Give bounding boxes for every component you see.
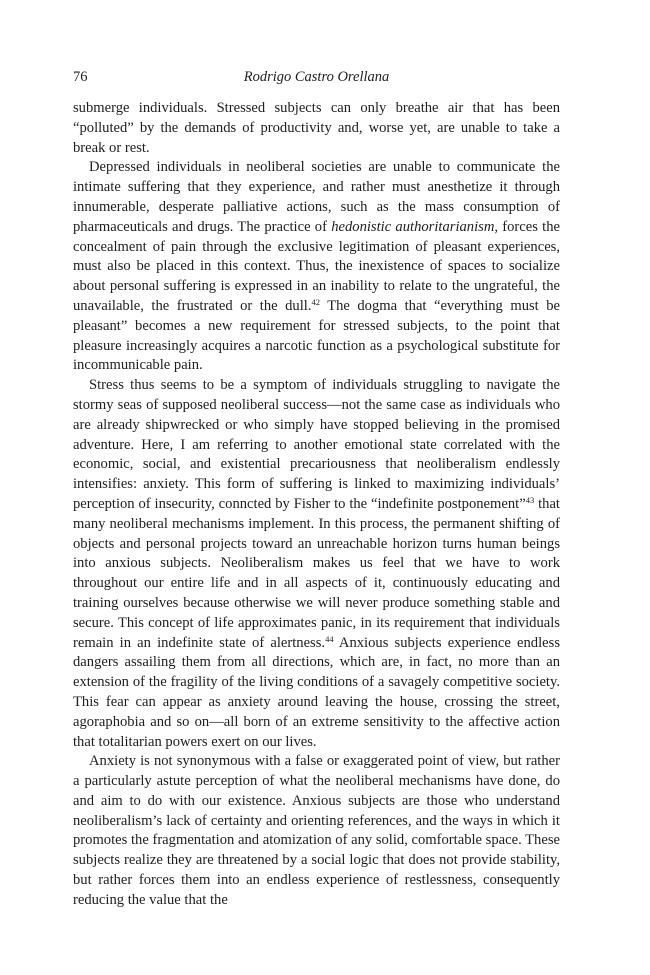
page-number: 76 [73,69,88,85]
footnote-ref-43: 43 [525,494,535,505]
footnote-ref-42: 42 [311,296,320,307]
paragraph-depressed-individuals [73,158,560,376]
page-header [73,66,560,88]
running-head: Rodrigo Castro Orellana [243,69,390,85]
text-run: , forces the concealment of pain through the exclusive legitimation of pleasant experiences, must also be placed in this context. Thus, the inexistence of spaces to socialize about personal suffering is expressed in an inability to relate to the ungrateful, the unavailable, the frustrated or the dull. [73,218,560,314]
text-run: Anxious subjects experience endless dangers assailing them from all directions, which are, in fact, no more than an extension of the fragility of the living conditions of a savagely competitive society. This fear can appear as anxiety around leaving the house, crossing the street, agoraphobia and so on—all born of an extreme sensitivity to the affective action that totalitarian powers exert on our lives. [73,634,560,750]
paragraph-anxiety-perception: Anxiety is not synonymous with a false or exaggerated point of view, but rather a particularly astute perception of what the neoliberal mechanisms have done, do and aim to do with our existence. Anxious subjects are those who understand neoliberalism’s lack of certainty and orienting references, and the ways in which it promotes the fragmentation and atomization of any solid, comfortable space. These subjects realize they are threatened by a social logic that does not provide stability, but rather forces them into an endless experience of restlessness, consequently reducing the value that the [73,753,560,908]
text-run: that many neoliberal mechanisms implement. In this process, the permanent shifting of objects and personal projects toward an unreachable horizon turns human beings into anxious subjects. Neoliberalism makes us feel that we have to work throughout our entire life and in all aspects of it, continuously educating and training ourselves because otherwise we will never produce something stable and secure. This concept of life approximates panic, in its requirement that individuals remain in an indefinite state of alertness. [73,495,560,651]
text-run: Depressed individuals in neoliberal societies are unable to communicate the intimate suffering that they experience, and rather must anesthetize it through innumerable, desperate palliative actions, such as the mass consumption of pharmaceuticals and drugs. The practice of [73,159,560,235]
emphasis-term: hedonistic authoritarianism [331,218,495,235]
text-run: Stress thus seems to be a symptom of individuals struggling to navigate the stormy seas of supposed neoliberal success—not the same case as individuals who are already shipwrecked or who simply have stopped believing in the promised adventure. Here, I am referring to another emotional state correlated with the economic, social, and existential precariousness that neoliberalism endlessly intensifies: anxiety. This form of suffering is linked to maximizing individuals’ perception of insecurity, conncted by Fisher to the “indefinite postponement” [73,377,560,512]
paragraph-stress-anxiety [73,376,560,752]
footnote-ref-44: 44 [325,633,334,644]
text-run: The dogma that “everything must be pleasant” becomes a new requirement for stressed subjects, to the point that pleasure increasingly acquires a narcotic function as a psychological substitute for incommunicable pain. [73,297,561,374]
paragraph-continuation: submerge individuals. Stressed subjects can only breathe air that has been “polluted” by the demands of productivity and, worse yet, are unable to take a break or rest. [73,100,560,156]
body-text [73,99,560,911]
